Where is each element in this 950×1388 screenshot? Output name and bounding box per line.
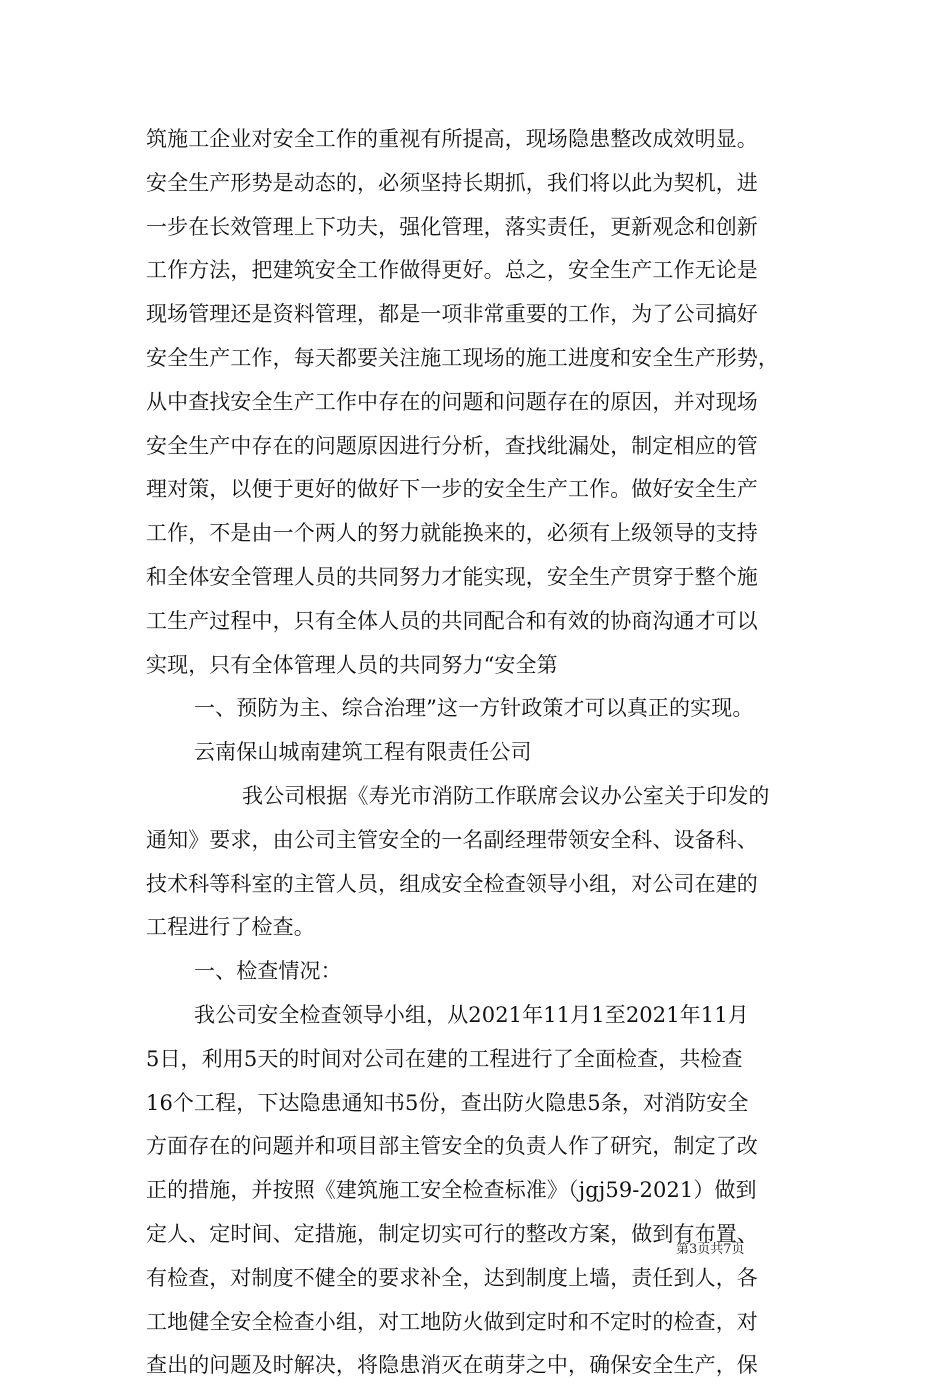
page-number: 第3页共7页 <box>676 1242 745 1257</box>
text-line: 安全生产工作，每天都要关注施工现场的施工进度和安全生产形势， <box>146 345 779 370</box>
text-line: 一、预防为主、综合治理”这一方针政策才可以真正的实现。 <box>194 696 754 721</box>
text-line: 5日，利用5天的时间对公司在建的工程进行了全面检查，共检查 <box>146 1046 743 1071</box>
section-heading: 一、检查情况： <box>194 959 342 984</box>
document-body <box>146 118 822 1388</box>
text-line: 方面存在的问题并和项目部主管安全的负责人作了研究，制定了改 <box>146 1134 758 1159</box>
text-line: 我公司安全检查领导小组，从2021年11月1至2021年11月 <box>194 1002 749 1027</box>
text-line: 我公司根据《寿光市消防工作联席会议办公室关于印发的 <box>242 783 770 808</box>
company-name: 云南保山城南建筑工程有限责任公司 <box>194 740 532 765</box>
text-line: 有检查，对制度不健全的要求补全，达到制度上墙，责任到人，各 <box>146 1265 758 1290</box>
text-line: 工程进行了检查。 <box>146 915 315 940</box>
text-line: 定人、定时间、定措施，制定切实可行的整改方案，做到有布置、 <box>146 1221 758 1246</box>
text-line: 查出的问题及时解决，将隐患消灭在萌芽之中，确保安全生产，保 <box>146 1353 758 1378</box>
text-line: 实现，只有全体管理人员的共同努力“安全第 <box>146 652 558 677</box>
text-line: 安全生产中存在的问题原因进行分析，查找纰漏处，制定相应的管 <box>146 433 758 458</box>
text-line: 安全生产形势是动态的，必须坚持长期抓，我们将以此为契机，进 <box>146 170 758 195</box>
text-line: 正的措施，并按照《建筑施工安全检查标准》（jgj59-2021）做到 <box>146 1178 757 1203</box>
text-line: 理对策，以便于更好的做好下一步的安全生产工作。做好安全生产 <box>146 477 758 502</box>
text-line: 和全体安全管理人员的共同努力才能实现，安全生产贯穿于整个施 <box>146 564 758 589</box>
text-line: 现场管理还是资料管理，都是一项非常重要的工作，为了公司搞好 <box>146 302 758 327</box>
text-line: 一步在长效管理上下功夫，强化管理，落实责任，更新观念和创新 <box>146 214 758 239</box>
text-line: 从中查找安全生产工作中存在的问题和问题存在的原因，并对现场 <box>146 389 758 414</box>
text-line: 16个工程，下达隐患通知书5份，查出防火隐患5条，对消防安全 <box>146 1090 749 1115</box>
text-line: 技术科等科室的主管人员，组成安全检查领导小组，对公司在建的 <box>146 871 758 896</box>
text-line: 筑施工企业对安全工作的重视有所提高，现场隐患整改成效明显。 <box>146 127 758 151</box>
text-line: 工作，不是由一个两人的努力就能换来的，必须有上级领导的支持 <box>146 521 758 546</box>
text-line: 工作方法，把建筑安全工作做得更好。总之，安全生产工作无论是 <box>146 258 758 283</box>
text-line: 通知》要求，由公司主管安全的一名副经理带领安全科、设备科、 <box>146 827 758 852</box>
text-line: 工生产过程中，只有全体人员的共同配合和有效的协商沟通才可以 <box>146 608 758 633</box>
text-line: 工地健全安全检查小组，对工地防火做到定时和不定时的检查，对 <box>146 1309 758 1334</box>
